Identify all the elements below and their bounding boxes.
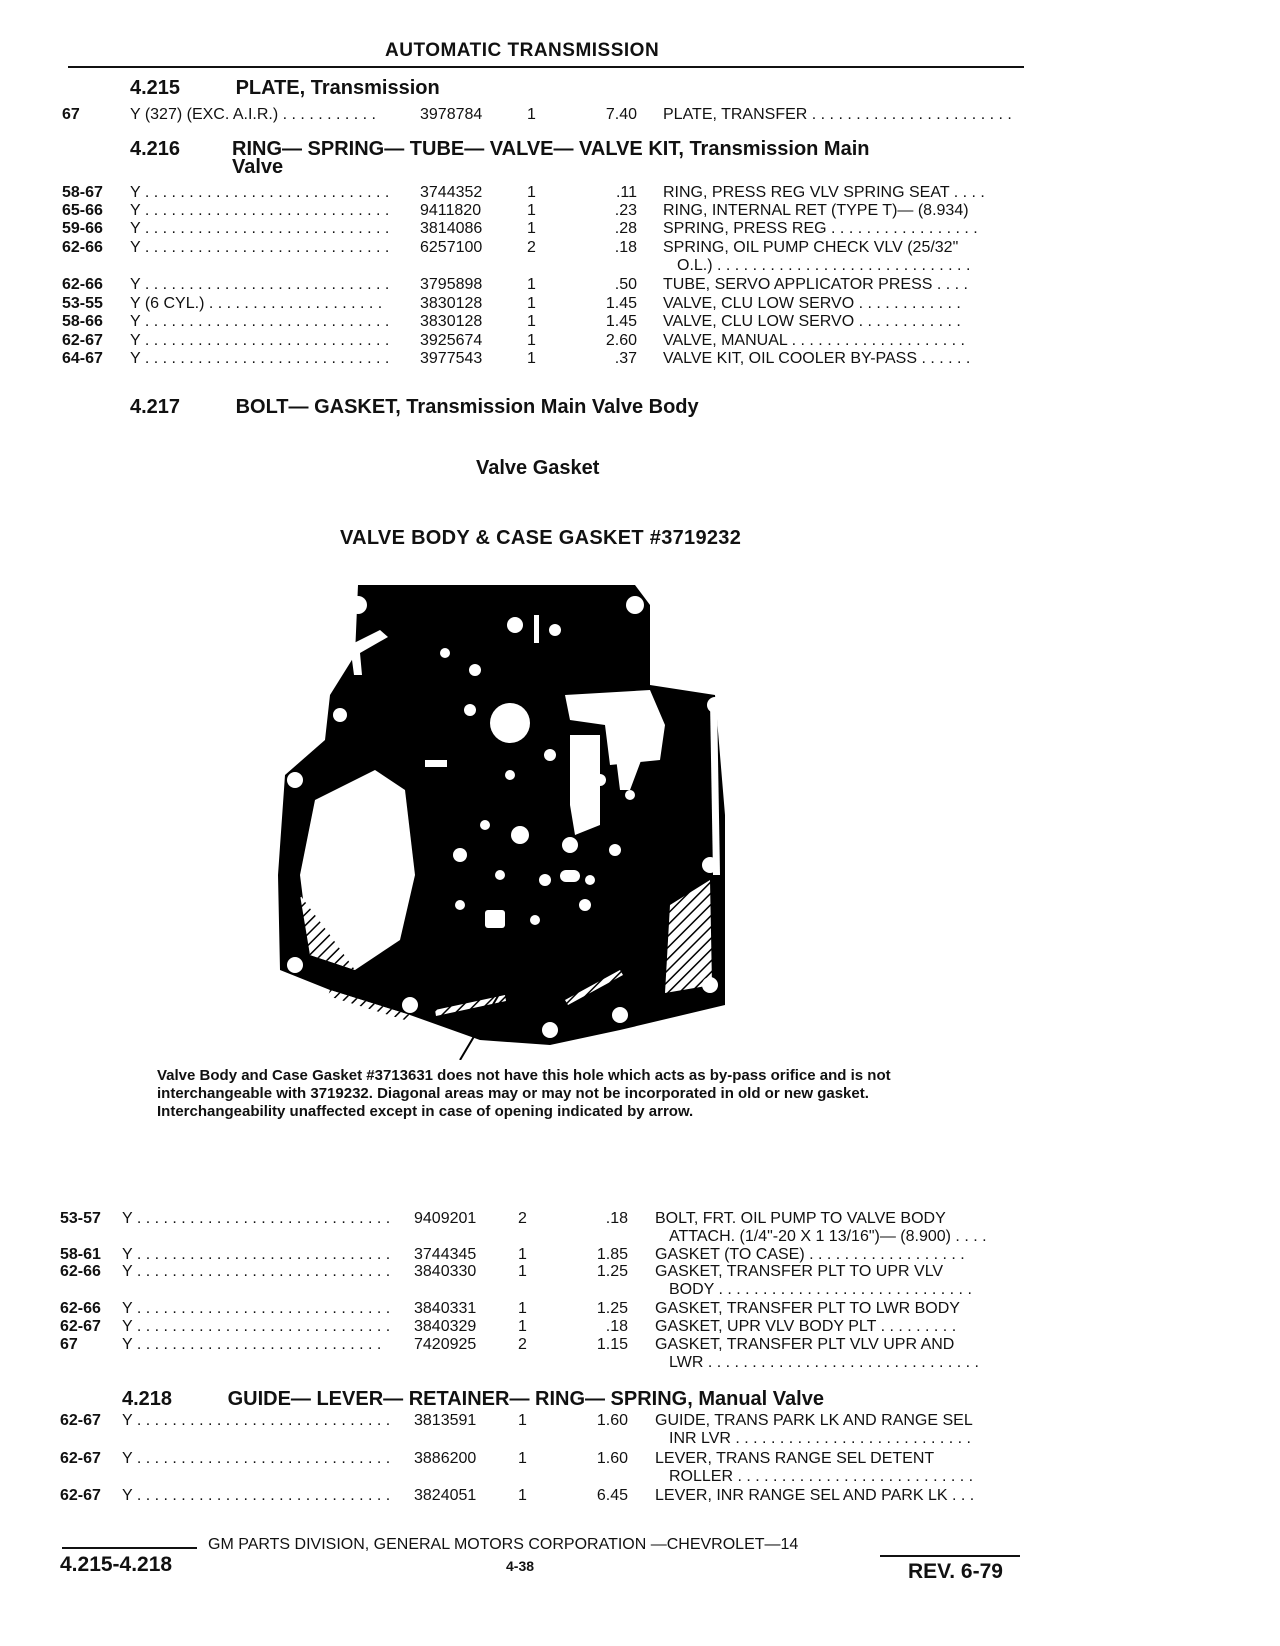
application: Y . . . . . . . . . . . . . . . . . . . . . . . . . . . . [130, 184, 390, 201]
description-line-2: INR LVR . . . . . . . . . . . . . . . . . . . . . . . . . . . [669, 1430, 971, 1447]
footer-revision: REV. 6-79 [908, 1560, 1003, 1583]
description [663, 184, 1023, 202]
part-number: 3840330 [414, 1263, 477, 1280]
quantity: 1 [527, 350, 536, 367]
description-line: RING, PRESS REG VLV SPRING SEAT . . . . [663, 184, 985, 201]
part-number: 3925674 [420, 332, 483, 349]
application: Y . . . . . . . . . . . . . . . . . . . . . . . . . . . . [130, 202, 390, 219]
application: Y . . . . . . . . . . . . . . . . . . . . . . . . . . . . [130, 350, 390, 367]
description-line: VALVE, CLU LOW SERVO . . . . . . . . . . . . [663, 313, 961, 330]
quantity: 1 [518, 1487, 527, 1504]
description [655, 1487, 1025, 1505]
section-heading-4216 [130, 140, 870, 176]
description [663, 313, 1023, 331]
application: Y . . . . . . . . . . . . . . . . . . . . . . . . . . . . . [122, 1318, 391, 1335]
description-line: LEVER, TRANS RANGE SEL DETENT [655, 1450, 935, 1467]
quantity: 1 [527, 184, 536, 201]
model-years: 58-61 [60, 1246, 101, 1263]
gasket-diagram [270, 575, 800, 1060]
application: Y . . . . . . . . . . . . . . . . . . . . . . . . . . . . [130, 239, 390, 256]
section-number: 4.216 [130, 138, 181, 160]
part-number: 3744352 [420, 184, 483, 201]
model-years: 67 [60, 1336, 78, 1353]
part-number: 3813591 [414, 1412, 477, 1429]
page-header-title: AUTOMATIC TRANSMISSION [385, 40, 660, 61]
quantity: 1 [527, 313, 536, 330]
price: 1.15 [596, 1336, 628, 1353]
application: Y (327) (EXC. A.I.R.) . . . . . . . . . . . [130, 106, 376, 123]
application: Y . . . . . . . . . . . . . . . . . . . . . . . . . . . . . [122, 1246, 391, 1263]
application: Y . . . . . . . . . . . . . . . . . . . . . . . . . . . . . [122, 1263, 391, 1280]
quantity: 1 [518, 1412, 527, 1429]
application: Y . . . . . . . . . . . . . . . . . . . . . . . . . . . . [130, 313, 390, 330]
description-line: TUBE, SERVO APPLICATOR PRESS . . . . [663, 276, 968, 293]
application: Y . . . . . . . . . . . . . . . . . . . . . . . . . . . . . [122, 1412, 391, 1429]
section-title: BOLT— GASKET, Transmission Main Valve Body [235, 396, 699, 418]
model-years: 64-67 [62, 350, 103, 367]
application: Y . . . . . . . . . . . . . . . . . . . . . . . . . . . . [130, 332, 390, 349]
description [655, 1412, 1025, 1448]
section-title-cont: Valve [232, 156, 284, 178]
quantity: 1 [518, 1300, 527, 1317]
description [655, 1300, 1025, 1318]
application: Y . . . . . . . . . . . . . . . . . . . . . . . . . . . . . [122, 1300, 391, 1317]
description-line: VALVE KIT, OIL COOLER BY-PASS . . . . . . [663, 350, 971, 367]
description-line: BOLT, FRT. OIL PUMP TO VALVE BODY [655, 1210, 946, 1227]
description [655, 1246, 1025, 1264]
description-line-2: ROLLER . . . . . . . . . . . . . . . . . . . . . . . . . . . [669, 1468, 974, 1485]
quantity: 1 [527, 276, 536, 293]
section-title: RING— SPRING— TUBE— VALVE— VALVE KIT, Transmission Main [232, 138, 870, 160]
part-number: 7420925 [414, 1336, 477, 1353]
description-line: GASKET, TRANSFER PLT VLV UPR AND [655, 1336, 955, 1353]
description [655, 1336, 1025, 1372]
model-years: 53-55 [62, 295, 103, 312]
model-years: 58-66 [62, 313, 103, 330]
quantity: 2 [518, 1336, 527, 1353]
section-number: 4.218 [122, 1388, 173, 1410]
quantity: 1 [518, 1318, 527, 1335]
price: 7.40 [605, 106, 637, 123]
part-number: 3830128 [420, 295, 483, 312]
description [663, 276, 1023, 294]
price: 2.60 [605, 332, 637, 349]
price: 1.60 [596, 1450, 628, 1467]
description-line-2: O.L.) . . . . . . . . . . . . . . . . . . . . . . . . . . . . . [677, 257, 971, 274]
application: Y . . . . . . . . . . . . . . . . . . . . . . . . . . . . . [122, 1210, 391, 1227]
price: .23 [614, 202, 637, 219]
price: 1.85 [596, 1246, 628, 1263]
description [663, 202, 1023, 220]
application: Y . . . . . . . . . . . . . . . . . . . . . . . . . . . . . [122, 1450, 391, 1467]
description-line-2: LWR . . . . . . . . . . . . . . . . . . . . . . . . . . . . . . . [669, 1354, 979, 1371]
quantity: 1 [518, 1263, 527, 1280]
description [663, 295, 1023, 313]
description [663, 106, 1023, 124]
application: Y . . . . . . . . . . . . . . . . . . . . . . . . . . . . [130, 220, 390, 237]
part-number: 3840329 [414, 1318, 477, 1335]
model-years: 62-66 [62, 276, 103, 293]
valve-gasket-subtitle: Valve Gasket [476, 457, 600, 479]
description [663, 350, 1023, 368]
description-line: RING, INTERNAL RET (TYPE T)— (8.934) [663, 202, 969, 219]
footer-rule-left [62, 1547, 197, 1549]
quantity: 2 [527, 239, 536, 256]
model-years: 65-66 [62, 202, 103, 219]
description-line: GUIDE, TRANS PARK LK AND RANGE SEL [655, 1412, 973, 1429]
section-number: 4.215 [130, 77, 181, 99]
description-line: VALVE, CLU LOW SERVO . . . . . . . . . . . . [663, 295, 961, 312]
quantity: 1 [527, 220, 536, 237]
price: .28 [614, 220, 637, 237]
application: Y . . . . . . . . . . . . . . . . . . . . . . . . . . . . . [122, 1487, 391, 1504]
part-number: 6257100 [420, 239, 483, 256]
part-number: 3886200 [414, 1450, 477, 1467]
model-years: 58-67 [62, 184, 103, 201]
model-years: 62-66 [62, 239, 103, 256]
description [655, 1318, 1025, 1336]
part-number: 3824051 [414, 1487, 477, 1504]
application: Y . . . . . . . . . . . . . . . . . . . . . . . . . . . . [122, 1336, 382, 1353]
description-line-2: ATTACH. (1/4"-20 X 1 13/16")— (8.900) . . . . [669, 1228, 987, 1245]
price: .50 [614, 276, 637, 293]
part-number: 3830128 [420, 313, 483, 330]
description-line: SPRING, PRESS REG . . . . . . . . . . . . . . . . . [663, 220, 978, 237]
quantity: 2 [518, 1210, 527, 1227]
section-title: GUIDE— LEVER— RETAINER— RING— SPRING, Manual Valve [227, 1388, 824, 1410]
price: 6.45 [596, 1487, 628, 1504]
description [655, 1450, 1025, 1486]
description-line-2: BODY . . . . . . . . . . . . . . . . . . . . . . . . . . . . . [669, 1281, 972, 1298]
description [663, 332, 1023, 350]
footer-publisher: GM PARTS DIVISION, GENERAL MOTORS CORPORATION —CHEVROLET—14 [208, 1536, 799, 1553]
model-years: 67 [62, 106, 80, 123]
part-number: 3840331 [414, 1300, 477, 1317]
diagram-caption: Valve Body and Case Gasket #3713631 does not have this hole which acts as by-pass orifice and is not interchangeable with 3719232. Diagonal areas may or may not be incorporated in old or new gasket. Interchangeability unaffected except in case of opening indicated by arrow. [157, 1067, 891, 1120]
model-years: 62-66 [60, 1263, 101, 1280]
price: .18 [605, 1210, 628, 1227]
description-line: SPRING, OIL PUMP CHECK VLV (25/32" [663, 239, 959, 256]
part-number: 3978784 [420, 106, 483, 123]
price: 1.25 [596, 1263, 628, 1280]
part-number: 3814086 [420, 220, 483, 237]
model-years: 62-67 [60, 1487, 101, 1504]
application: Y . . . . . . . . . . . . . . . . . . . . . . . . . . . . [130, 276, 390, 293]
model-years: 59-66 [62, 220, 103, 237]
section-heading-4215 [130, 77, 440, 100]
price: .11 [615, 184, 637, 201]
description [655, 1210, 1025, 1246]
price: .18 [614, 239, 637, 256]
price: 1.25 [596, 1300, 628, 1317]
model-years: 62-67 [60, 1412, 101, 1429]
section-heading-4218 [122, 1388, 824, 1411]
footer-rule-right [880, 1555, 1020, 1557]
header-rule [68, 66, 1024, 68]
quantity: 1 [518, 1246, 527, 1263]
description-line: GASKET (TO CASE) . . . . . . . . . . . . . . . . . . [655, 1246, 965, 1263]
price: 1.60 [596, 1412, 628, 1429]
price: 1.45 [605, 313, 637, 330]
part-number: 9411820 [420, 202, 482, 219]
model-years: 62-67 [60, 1318, 101, 1335]
price: .37 [614, 350, 637, 367]
description-line: LEVER, INR RANGE SEL AND PARK LK . . . [655, 1487, 975, 1504]
part-number: 3744345 [414, 1246, 477, 1263]
section-heading-4217 [130, 396, 699, 419]
model-years: 62-67 [62, 332, 103, 349]
description [663, 239, 1023, 275]
description-line: PLATE, TRANSFER . . . . . . . . . . . . . . . . . . . . . . . [663, 106, 1012, 123]
diagram-title: VALVE BODY & CASE GASKET #3719232 [340, 527, 742, 549]
footer-page-number: 4-38 [506, 1558, 535, 1574]
quantity: 1 [518, 1450, 527, 1467]
model-years: 62-67 [60, 1450, 101, 1467]
price: 1.45 [605, 295, 637, 312]
quantity: 1 [527, 332, 536, 349]
part-number: 9409201 [414, 1210, 477, 1227]
model-years: 53-57 [60, 1210, 101, 1227]
description-line: GASKET, TRANSFER PLT TO LWR BODY [655, 1300, 960, 1317]
quantity: 1 [527, 202, 536, 219]
section-number: 4.217 [130, 396, 181, 418]
section-title: PLATE, Transmission [235, 77, 440, 99]
model-years: 62-66 [60, 1300, 101, 1317]
price: .18 [605, 1318, 628, 1335]
part-number: 3977543 [420, 350, 483, 367]
footer-section-range: 4.215-4.218 [60, 1553, 173, 1576]
description-line: GASKET, UPR VLV BODY PLT . . . . . . . . . [655, 1318, 957, 1335]
part-number: 3795898 [420, 276, 483, 293]
quantity: 1 [527, 106, 536, 123]
description [663, 220, 1023, 238]
application: Y (6 CYL.) . . . . . . . . . . . . . . . . . . . . [130, 295, 383, 312]
quantity: 1 [527, 295, 536, 312]
description-line: VALVE, MANUAL . . . . . . . . . . . . . . . . . . . . [663, 332, 965, 349]
description [655, 1263, 1025, 1299]
description-line: GASKET, TRANSFER PLT TO UPR VLV [655, 1263, 944, 1280]
